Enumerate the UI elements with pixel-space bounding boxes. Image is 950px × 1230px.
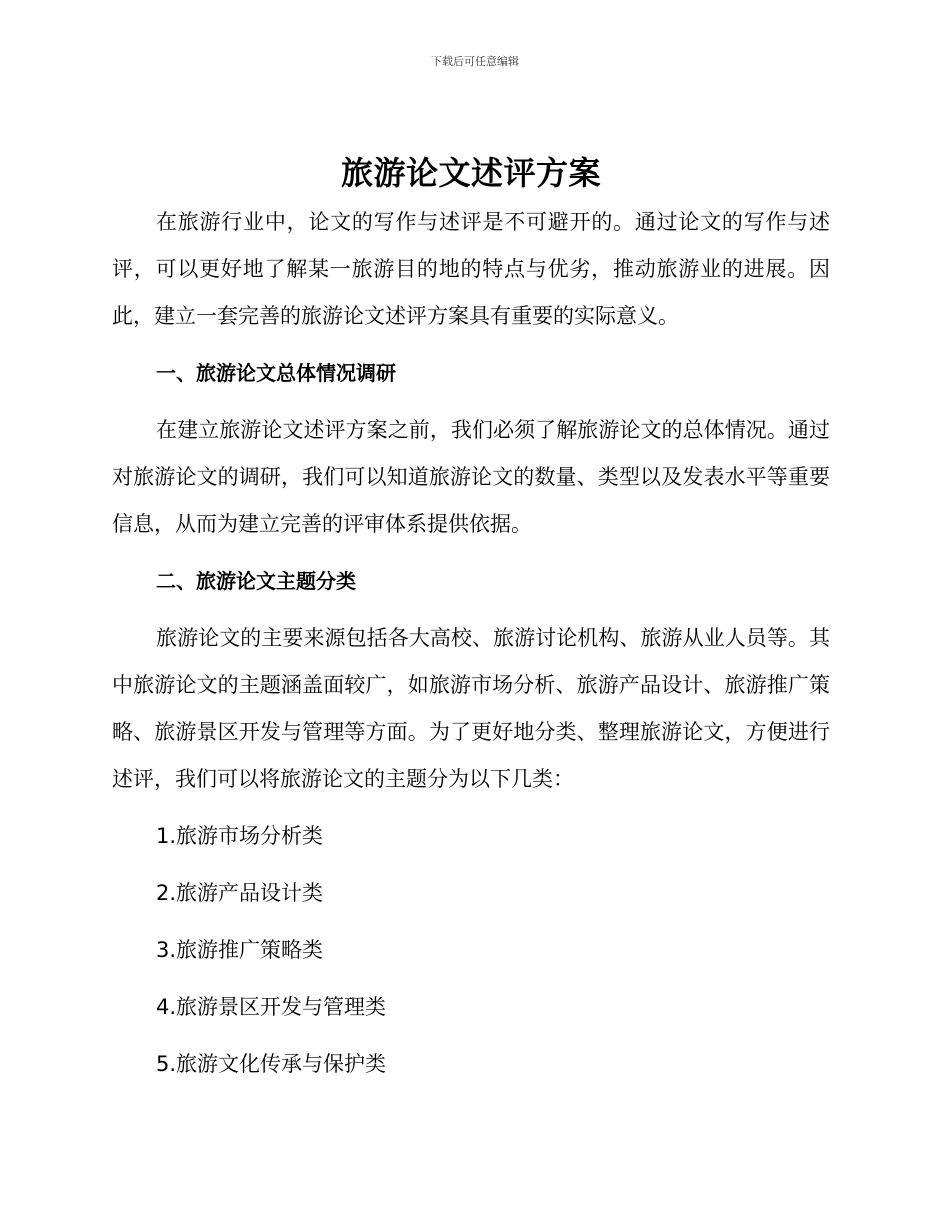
section-heading-survey: 一、旅游论文总体情况调研 [156, 361, 396, 385]
page-header: 下载后可任意编辑 [431, 55, 519, 68]
section-body-survey: 在建立旅游论文述评方案之前，我们必须了解旅游论文的总体情况。通过对旅游论文的调研，我们可以知道旅游论文的数量、类型以及发表水平等重要信息，从而为建立完善的评审体系提供依据。 [112, 418, 830, 536]
intro-paragraph: 在旅游行业中，论文的写作与述评是不可避开的。通过论文的写作与述评，可以更好地了解某一旅游目的地的特点与优劣，推动旅游业的进展。因此，建立一套完善的旅游论文述评方案具有重要的实际意义。 [112, 210, 830, 328]
topic-list [112, 813, 830, 1088]
document-body [112, 150, 830, 1098]
list-item: 5.旅游文化传承与保护类 [156, 1052, 387, 1076]
document-title: 旅游论文述评方案 [340, 154, 601, 192]
list-item: 1.旅游市场分析类 [156, 824, 324, 848]
section-body-classification: 旅游论文的主要来源包括各大高校、旅游讨论机构、旅游从业人员等。其中旅游论文的主题涵盖面较广，如旅游市场分析、旅游产品设计、旅游推广策略、旅游景区开发与管理等方面。为了更好地分类、整理旅游论文，方便进行述评，我们可以将旅游论文的主题分为以下几类： [112, 626, 830, 791]
list-item: 2.旅游产品设计类 [156, 881, 324, 905]
list-item: 4.旅游景区开发与管理类 [156, 995, 387, 1019]
list-item: 3.旅游推广策略类 [156, 938, 324, 962]
section-heading-classification: 二、旅游论文主题分类 [156, 569, 356, 593]
